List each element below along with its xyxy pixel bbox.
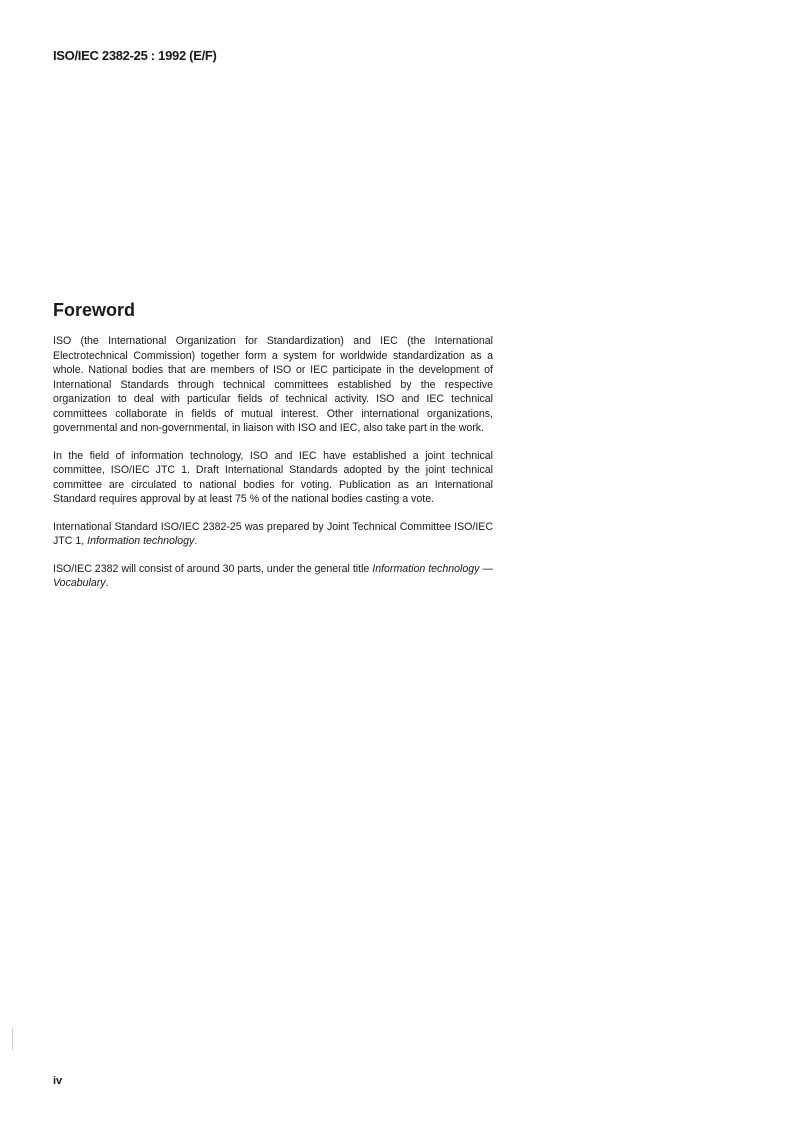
paragraph-parts-text: ISO/IEC 2382 will consist of around 30 parts, under the general title (53, 562, 373, 575)
page-number: iv (53, 1075, 63, 1087)
paragraph-preparation-text: International Standard ISO/IEC 2382-25 was prepared by Joint Technical Committee ISO/IEC JTC 1, (53, 520, 493, 547)
paragraph-preparation-end: . (194, 535, 198, 547)
section-title: Foreword (53, 300, 136, 320)
paragraph-parts-italic: Information technology — Vocabulary (53, 562, 493, 589)
document-identifier: ISO/IEC 2382-25 : 1992 (E/F) (53, 48, 217, 63)
paragraph-organizations: ISO (the International Organization for Standardization) and IEC (the International Electrotechnical Commission) together form a system for worldwide standardization as a whole. National bodies that are members of ISO or IEC participate in the development of International Standards through technical committees established by the respective organization to deal with particular fields of technical activity. ISO and IEC technical committees collaborate in fields of mutual interest. Other international organizations, governmental and non-governmental, in liaison with ISO and IEC, also take part in the work. (53, 335, 493, 434)
scan-margin-mark (12, 1028, 13, 1050)
paragraph-jtc1: In the field of information technology, ISO and IEC have established a joint technical committee, ISO/IEC JTC 1. Draft International Standards adopted by the joint technical committee are circulated to national bodies for voting. Publication as an International Standard requires approval by at least 75 % of the national bodies casting a vote. (53, 449, 493, 505)
paragraph-parts (53, 562, 493, 591)
foreword-body (53, 334, 493, 604)
paragraph-preparation-italic: Information technology (87, 535, 195, 547)
paragraph-preparation (53, 520, 493, 549)
paragraph-parts-end: . (105, 577, 109, 589)
